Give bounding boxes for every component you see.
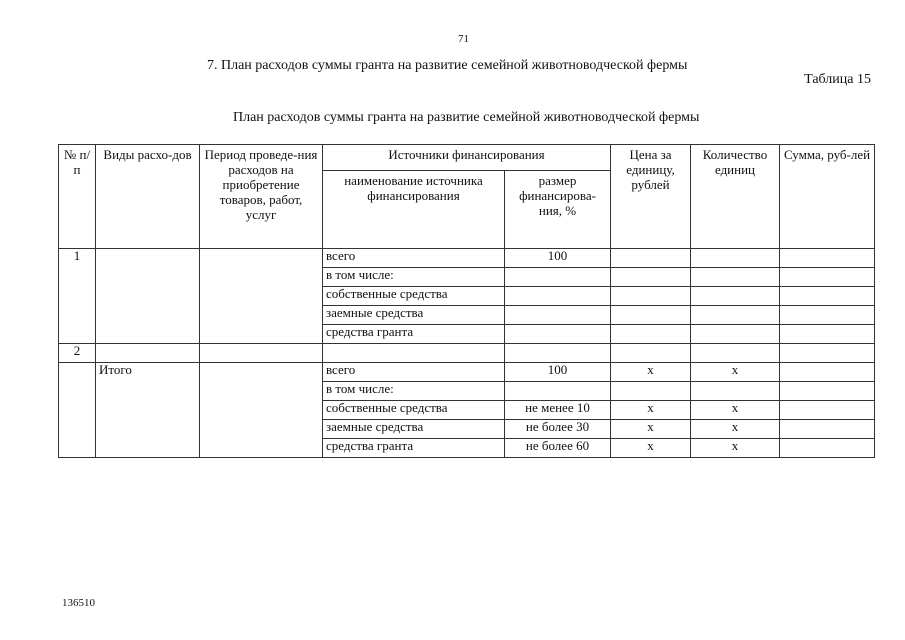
- total-row: [59, 363, 875, 382]
- unit-price-cell: x: [611, 420, 691, 439]
- header-unit-price: Цена за единицу, рублей: [611, 145, 691, 249]
- source-share-cell: [505, 325, 611, 344]
- quantity-cell: [691, 325, 780, 344]
- total-label: Итого: [96, 363, 200, 458]
- sum-cell: [780, 382, 875, 401]
- expense-type-cell: [96, 344, 200, 363]
- period-cell: [200, 249, 323, 344]
- header-sources: Источники финансирования: [323, 145, 611, 171]
- source-name-cell: собственные средства: [323, 287, 505, 306]
- quantity-cell: [691, 306, 780, 325]
- source-name-cell: всего: [323, 249, 505, 268]
- sum-cell: [780, 287, 875, 306]
- sum-cell: [780, 344, 875, 363]
- sum-cell: [780, 363, 875, 382]
- source-share-cell: не менее 10: [505, 401, 611, 420]
- header-quantity: Количество единиц: [691, 145, 780, 249]
- unit-price-cell: x: [611, 439, 691, 458]
- sum-cell: [780, 401, 875, 420]
- quantity-cell: [691, 344, 780, 363]
- header-expense-type: Виды расхо-дов: [96, 145, 200, 249]
- source-share-cell: [505, 268, 611, 287]
- sum-cell: [780, 439, 875, 458]
- header-sum: Сумма, руб-лей: [780, 145, 875, 249]
- sum-cell: [780, 249, 875, 268]
- unit-price-cell: x: [611, 363, 691, 382]
- table-row: [59, 344, 875, 363]
- header-period: Период проведе-ния расходов на приобретение товаров, работ, услуг: [200, 145, 323, 249]
- header-source-name: наименование источника финансирования: [323, 171, 505, 249]
- sum-cell: [780, 306, 875, 325]
- source-name-cell: средства гранта: [323, 325, 505, 344]
- quantity-cell: [691, 249, 780, 268]
- unit-price-cell: [611, 382, 691, 401]
- unit-price-cell: [611, 287, 691, 306]
- source-share-cell: 100: [505, 363, 611, 382]
- row-number: 2: [59, 344, 96, 363]
- source-name-cell: в том числе:: [323, 382, 505, 401]
- period-cell: [200, 363, 323, 458]
- unit-price-cell: x: [611, 401, 691, 420]
- section-heading: 7. План расходов суммы гранта на развитие семейной животноводческой фермы: [207, 58, 688, 73]
- source-share-cell: 100: [505, 249, 611, 268]
- source-name-cell: [323, 344, 505, 363]
- quantity-cell: [691, 287, 780, 306]
- source-name-cell: заемные средства: [323, 420, 505, 439]
- quantity-cell: x: [691, 439, 780, 458]
- table-label: Таблица 15: [804, 72, 871, 87]
- row-number: [59, 363, 96, 458]
- expense-type-cell: [96, 249, 200, 344]
- expense-plan-table: [58, 144, 875, 458]
- unit-price-cell: [611, 325, 691, 344]
- sum-cell: [780, 268, 875, 287]
- source-name-cell: в том числе:: [323, 268, 505, 287]
- unit-price-cell: [611, 268, 691, 287]
- source-share-cell: не более 30: [505, 420, 611, 439]
- source-name-cell: средства гранта: [323, 439, 505, 458]
- table-row: [59, 249, 875, 268]
- document-code: 136510: [62, 597, 95, 609]
- source-share-cell: [505, 287, 611, 306]
- unit-price-cell: [611, 344, 691, 363]
- row-number: 1: [59, 249, 96, 344]
- source-name-cell: собственные средства: [323, 401, 505, 420]
- sum-cell: [780, 325, 875, 344]
- sum-cell: [780, 420, 875, 439]
- unit-price-cell: [611, 249, 691, 268]
- source-share-cell: [505, 306, 611, 325]
- quantity-cell: [691, 268, 780, 287]
- quantity-cell: x: [691, 363, 780, 382]
- header-num: № п/п: [59, 145, 96, 249]
- header-row: [59, 145, 875, 171]
- source-share-cell: [505, 344, 611, 363]
- source-share-cell: [505, 382, 611, 401]
- table-caption: План расходов суммы гранта на развитие семейной животноводческой фермы: [233, 110, 700, 125]
- source-name-cell: всего: [323, 363, 505, 382]
- source-name-cell: заемные средства: [323, 306, 505, 325]
- quantity-cell: x: [691, 401, 780, 420]
- period-cell: [200, 344, 323, 363]
- header-source-share: размер финансирова-ния, %: [505, 171, 611, 249]
- quantity-cell: [691, 382, 780, 401]
- page-number: 71: [458, 33, 469, 45]
- source-share-cell: не более 60: [505, 439, 611, 458]
- unit-price-cell: [611, 306, 691, 325]
- quantity-cell: x: [691, 420, 780, 439]
